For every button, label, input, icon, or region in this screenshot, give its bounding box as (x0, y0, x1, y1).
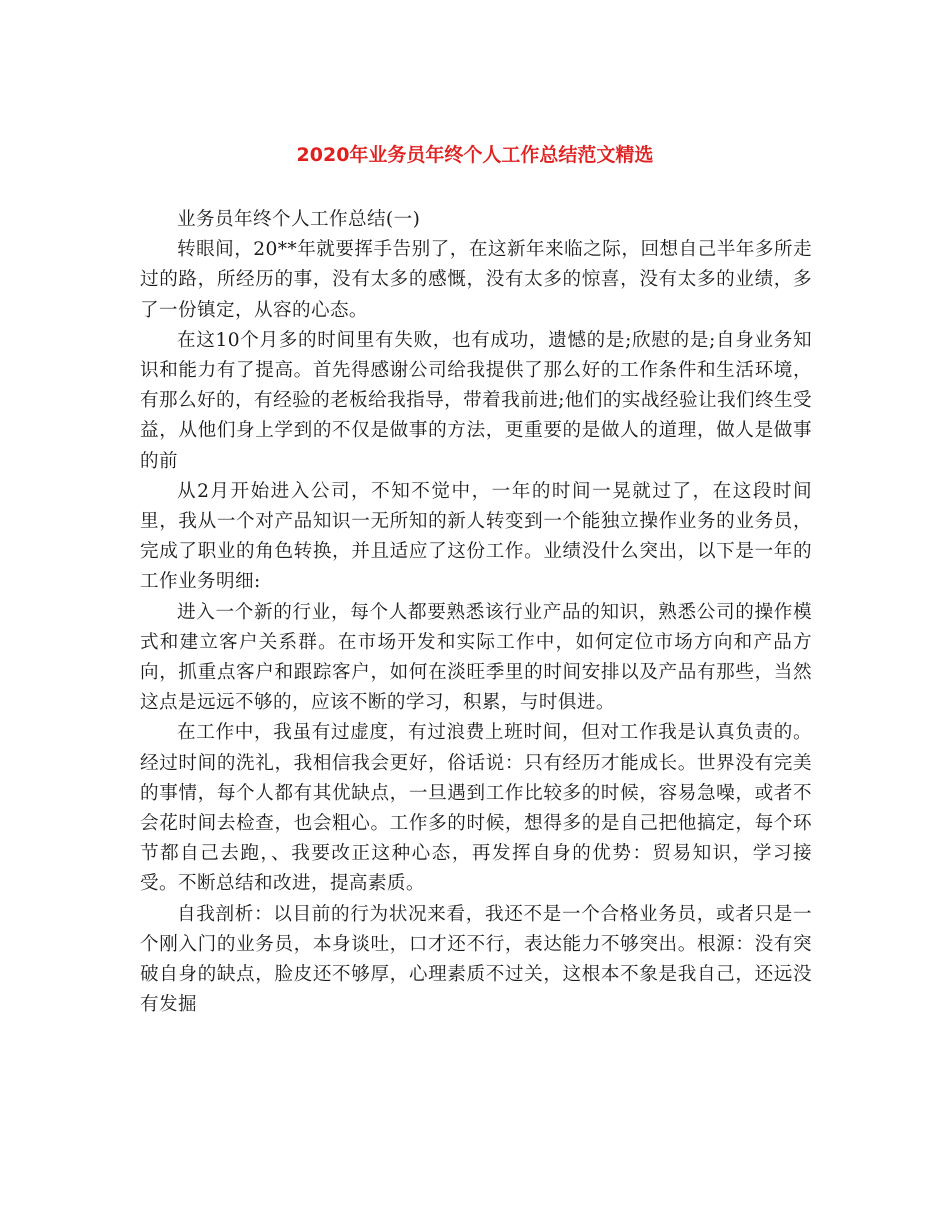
paragraph: 自我剖析：以目前的行为状况来看，我还不是一个合格业务员，或者只是一个刚入门的业务员，本身谈吐，口才还不行，表达能力不够突出。根源：没有突破自身的缺点，脸皮还不够厚，心理素质不过关，这根本不象是我自己，还远没有发掘 (140, 903, 812, 1016)
document-title: 2020年业务员年终个人工作总结范文精选 (296, 144, 654, 166)
paragraph: 业务员年终个人工作总结(一) (177, 209, 421, 230)
document-body (140, 205, 812, 1020)
paragraph: 转眼间，20**年就要挥手告别了，在这新年来临之际，回想自己半年多所走过的路，所经历的事，没有太多的感慨，没有太多的惊喜，没有太多的业绩，多了一份镇定，从容的心态。 (140, 239, 812, 321)
paragraph: 在工作中，我虽有过虚度，有过浪费上班时间，但对工作我是认真负责的。经过时间的洗礼，我相信我会更好，俗话说：只有经历才能成长。世界没有完美的事情，每个人都有其优缺点，一旦遇到工作比较多的时候，容易急噪，或者不会花时间去检查，也会粗心。工作多的时候，想得多的是自己把他搞定，每个环节都自己去跑，、我要改正这种心态，再发挥自身的优势：贸易知识，学习接受。不断总结和改进，提高素质。 (140, 722, 812, 895)
paragraph: 进入一个新的行业，每个人都要熟悉该行业产品的知识，熟悉公司的操作模式和建立客户关系群。在市场开发和实际工作中，如何定位市场方向和产品方向，抓重点客户和跟踪客户，如何在淡旺季里的时间安排以及产品有那些，当然这点是远远不够的，应该不断的学习，积累，与时俱进。 (140, 601, 812, 714)
paragraph: 在这10个月多的时间里有失败，也有成功，遗憾的是;欣慰的是;自身业务知识和能力有了提高。首先得感谢公司给我提供了那么好的工作条件和生活环境，有那么好的，有经验的老板给我指导，带着我前进;他们的实战经验让我们终生受益，从他们身上学到的不仅是做事的方法，更重要的是做人的道理，做人是做事的前 (140, 329, 812, 472)
paragraph: 从2月开始进入公司，不知不觉中，一年的时间一晃就过了，在这段时间里，我从一个对产品知识一无所知的新人转变到一个能独立操作业务的业务员，完成了职业的角色转换，并且适应了这份工作。业绩没什么突出，以下是一年的工作业务明细: (140, 480, 812, 593)
